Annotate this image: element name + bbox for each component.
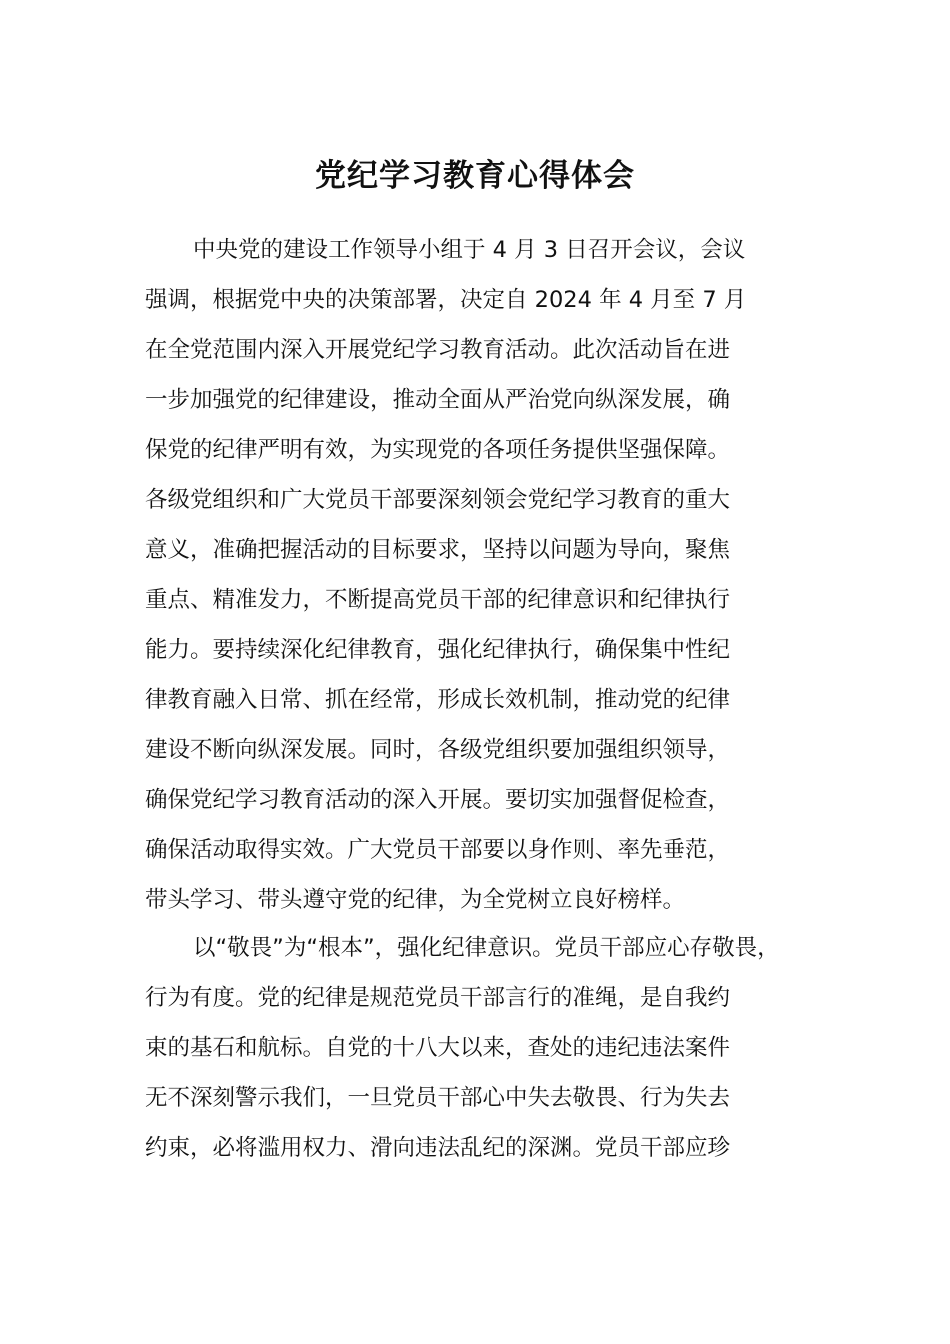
document-title: 党纪学习教育心得体会 bbox=[315, 158, 635, 194]
paragraph-line: 保党的纪律严明有效，为实现党的各项任务提供坚强保障。 bbox=[145, 437, 731, 463]
paragraph-line: 束的基石和航标。自党的十八大以来，查处的违纪违法案件 bbox=[145, 1035, 731, 1061]
paragraph-line: 行为有度。党的纪律是规范党员干部言行的准绳，是自我约 bbox=[145, 985, 731, 1011]
paragraph-line: 在全党范围内深入开展党纪学习教育活动。此次活动旨在进 bbox=[145, 337, 731, 363]
paragraph-line: 律教育融入日常、抓在经常，形成长效机制，推动党的纪律 bbox=[145, 687, 731, 713]
paragraph-line: 意义，准确把握活动的目标要求，坚持以问题为导向，聚焦 bbox=[145, 537, 731, 563]
paragraph-line: 中央党的建设工作领导小组于 4 月 3 日召开会议，会议 bbox=[193, 237, 746, 263]
paragraph-line: 重点、精准发力，不断提高党员干部的纪律意识和纪律执行 bbox=[145, 587, 731, 613]
paragraph-line: 强调，根据党中央的决策部署，决定自 2024 年 4 月至 7 月 bbox=[145, 287, 747, 313]
paragraph-line: 建设不断向纵深发展。同时，各级党组织要加强组织领导， bbox=[145, 737, 731, 763]
paragraph-line: 能力。要持续深化纪律教育，强化纪律执行，确保集中性纪 bbox=[145, 637, 731, 663]
paragraph-line: 一步加强党的纪律建设，推动全面从严治党向纵深发展，确 bbox=[145, 387, 731, 413]
paragraph-line: 各级党组织和广大党员干部要深刻领会党纪学习教育的重大 bbox=[145, 487, 731, 513]
paragraph-line: 确保党纪学习教育活动的深入开展。要切实加强督促检查， bbox=[145, 787, 731, 813]
paragraph-line: 以“敬畏”为“根本”，强化纪律意识。党员干部应心存敬畏， bbox=[193, 935, 780, 961]
paragraph-line: 无不深刻警示我们，一旦党员干部心中失去敬畏、行为失去 bbox=[145, 1085, 731, 1111]
paragraph-line: 带头学习、带头遵守党的纪律，为全党树立良好榜样。 bbox=[145, 887, 686, 913]
paragraph-line: 确保活动取得实效。广大党员干部要以身作则、率先垂范， bbox=[145, 837, 731, 863]
paragraph-line: 约束，必将滥用权力、滑向违法乱纪的深渊。党员干部应珍 bbox=[145, 1135, 731, 1161]
